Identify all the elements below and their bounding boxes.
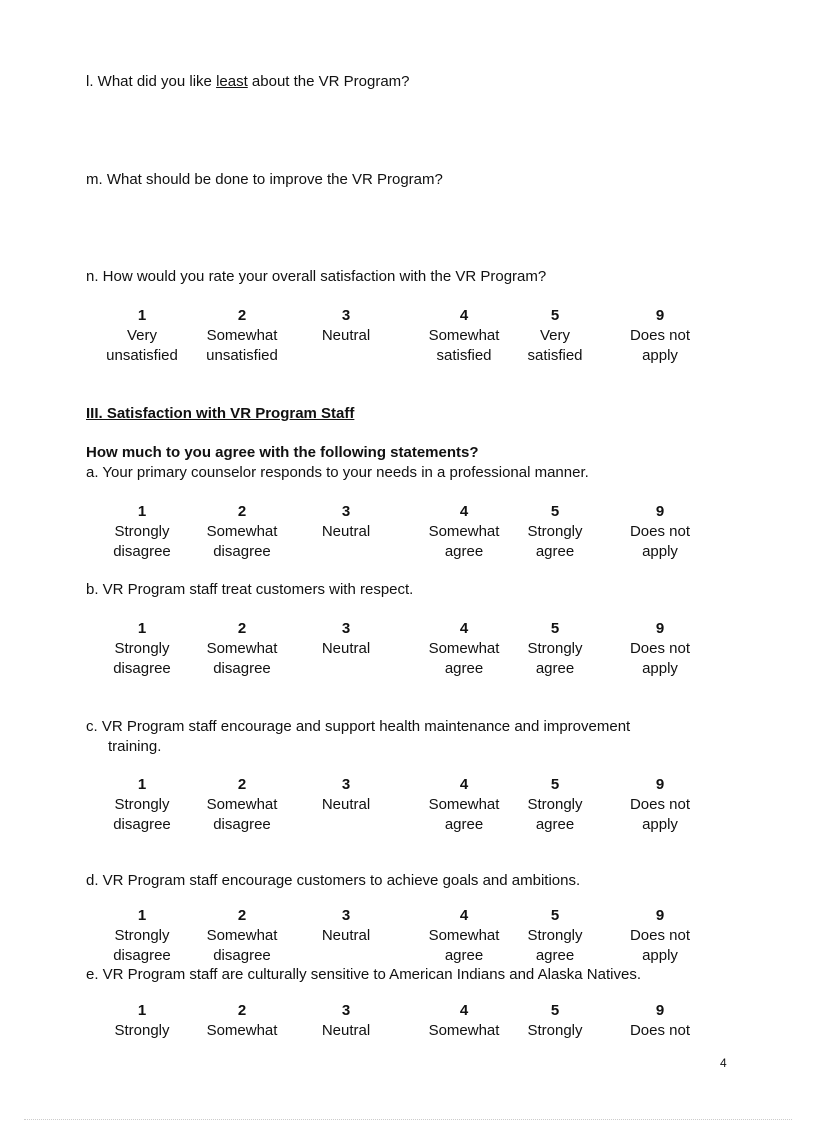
scale-number: 3 bbox=[341, 776, 351, 793]
agree-scale-b-option-9 bbox=[605, 619, 715, 679]
page-number: 4 bbox=[720, 1056, 727, 1070]
scale-label-line1: Strongly bbox=[114, 523, 170, 540]
scale-number: 2 bbox=[237, 307, 247, 324]
scale-label-line1: Somewhat bbox=[206, 796, 278, 813]
scale-label-line2: satisfied bbox=[527, 347, 583, 364]
agree-scale-e-option-1 bbox=[87, 1001, 197, 1041]
statement-e: e. VR Program staff are culturally sensitive to American Indians and Alaska Natives. bbox=[86, 966, 641, 983]
agree-scale-c-option-3 bbox=[291, 775, 401, 815]
scale-label-line1: Strongly bbox=[114, 640, 170, 657]
scale-number: 1 bbox=[137, 1002, 147, 1019]
scale-label-line1: Somewhat bbox=[206, 327, 278, 344]
scale-number: 1 bbox=[137, 620, 147, 637]
scale-label-line2: agree bbox=[535, 947, 575, 964]
agree-scale-d-option-9 bbox=[605, 906, 715, 966]
scale-number: 3 bbox=[341, 1002, 351, 1019]
statement-c-line1: c. VR Program staff encourage and support health maintenance and improvement bbox=[86, 718, 631, 735]
scale-label-line2: disagree bbox=[213, 947, 271, 964]
scale-number: 1 bbox=[137, 503, 147, 520]
satisfaction-scale-option-5 bbox=[500, 306, 610, 366]
scale-label-line1: Strongly bbox=[527, 1022, 583, 1039]
scale-label-line1: Somewhat bbox=[428, 640, 500, 657]
question-l-suffix: about the VR Program? bbox=[247, 73, 410, 90]
scale-label-line1: Strongly bbox=[114, 796, 170, 813]
scale-number: 3 bbox=[341, 503, 351, 520]
scale-label-line2: agree bbox=[535, 816, 575, 833]
satisfaction-scale-option-2 bbox=[187, 306, 297, 366]
scale-number: 9 bbox=[655, 620, 665, 637]
scale-label-line1: Very bbox=[539, 327, 570, 344]
scale-label-line1: Does not bbox=[629, 1022, 691, 1039]
agree-scale-e-option-9 bbox=[605, 1001, 715, 1041]
question-n: n. How would you rate your overall satisfaction with the VR Program? bbox=[86, 268, 547, 285]
scale-label-line1: Somewhat bbox=[428, 927, 500, 944]
scale-label-line2: agree bbox=[535, 543, 575, 560]
question-l-prefix: l. What did you like bbox=[86, 73, 217, 90]
scale-number: 4 bbox=[459, 307, 469, 324]
scale-label-line1: Somewhat bbox=[428, 1022, 500, 1039]
scale-number: 4 bbox=[459, 503, 469, 520]
scale-number: 5 bbox=[550, 776, 560, 793]
agree-scale-a-option-9 bbox=[605, 502, 715, 562]
agree-scale-d-option-3 bbox=[291, 906, 401, 946]
agree-scale-b-option-5 bbox=[500, 619, 610, 679]
scale-number: 5 bbox=[550, 307, 560, 324]
agree-scale-e-option-5 bbox=[500, 1001, 610, 1041]
scale-label-line1: Does not bbox=[629, 640, 691, 657]
scale-label-line2: agree bbox=[444, 543, 484, 560]
scale-number: 5 bbox=[550, 1002, 560, 1019]
scale-number: 2 bbox=[237, 1002, 247, 1019]
scale-label-line1: Does not bbox=[629, 796, 691, 813]
scale-label-line2: disagree bbox=[113, 947, 171, 964]
scale-number: 4 bbox=[459, 620, 469, 637]
satisfaction-scale-option-1 bbox=[87, 306, 197, 366]
agree-scale-c-option-5 bbox=[500, 775, 610, 835]
scale-label-line2: disagree bbox=[213, 543, 271, 560]
scale-label-line2: apply bbox=[642, 816, 678, 833]
agree-scale-a-option-1 bbox=[87, 502, 197, 562]
agree-scale-c-option-2 bbox=[187, 775, 297, 835]
scale-label-line1: Somewhat bbox=[206, 1022, 278, 1039]
agree-scale-b-option-2 bbox=[187, 619, 297, 679]
scale-number: 2 bbox=[237, 503, 247, 520]
agree-scale-e-option-2 bbox=[187, 1001, 297, 1041]
satisfaction-scale-option-3 bbox=[291, 306, 401, 346]
agree-scale-d-option-1 bbox=[87, 906, 197, 966]
scale-label-line1: Somewhat bbox=[428, 523, 500, 540]
scale-label-line2: agree bbox=[535, 660, 575, 677]
scale-label-line1: Does not bbox=[629, 523, 691, 540]
scale-number: 1 bbox=[137, 776, 147, 793]
page-bottom-rule bbox=[24, 1119, 792, 1120]
agree-scale-d-option-5 bbox=[500, 906, 610, 966]
agree-scale-b-option-3 bbox=[291, 619, 401, 659]
statement-b: b. VR Program staff treat customers with respect. bbox=[86, 581, 414, 598]
scale-label-line1: Strongly bbox=[527, 927, 583, 944]
scale-label-line1: Very bbox=[126, 327, 157, 344]
scale-number: 3 bbox=[341, 620, 351, 637]
scale-label-line1: Neutral bbox=[321, 523, 371, 540]
section-heading: III. Satisfaction with VR Program Staff bbox=[86, 405, 355, 422]
statement-a: a. Your primary counselor responds to your needs in a professional manner. bbox=[86, 464, 589, 481]
scale-number: 9 bbox=[655, 307, 665, 324]
satisfaction-scale-option-9 bbox=[605, 306, 715, 366]
scale-label-line2: apply bbox=[642, 347, 678, 364]
agree-prompt: How much to you agree with the following statements? bbox=[86, 444, 479, 461]
scale-label-line2: disagree bbox=[113, 816, 171, 833]
agree-scale-e-option-3 bbox=[291, 1001, 401, 1041]
scale-label-line1: Strongly bbox=[527, 640, 583, 657]
scale-number: 9 bbox=[655, 776, 665, 793]
agree-scale-a-option-3 bbox=[291, 502, 401, 542]
agree-scale-b-option-1 bbox=[87, 619, 197, 679]
scale-label-line1: Neutral bbox=[321, 1022, 371, 1039]
scale-number: 9 bbox=[655, 907, 665, 924]
scale-label-line2: disagree bbox=[213, 660, 271, 677]
scale-number: 1 bbox=[137, 907, 147, 924]
scale-number: 3 bbox=[341, 907, 351, 924]
scale-label-line1: Strongly bbox=[114, 1022, 170, 1039]
scale-label-line2: apply bbox=[642, 660, 678, 677]
scale-number: 3 bbox=[341, 307, 351, 324]
scale-label-line1: Strongly bbox=[527, 796, 583, 813]
scale-number: 4 bbox=[459, 776, 469, 793]
statement-c bbox=[86, 717, 630, 757]
scale-label-line2: disagree bbox=[213, 816, 271, 833]
scale-label-line2: agree bbox=[444, 816, 484, 833]
question-l bbox=[86, 72, 410, 92]
scale-label-line1: Neutral bbox=[321, 327, 371, 344]
question-l-emphasis: least bbox=[216, 73, 248, 90]
scale-label-line1: Neutral bbox=[321, 640, 371, 657]
scale-label-line1: Does not bbox=[629, 327, 691, 344]
scale-label-line2: agree bbox=[444, 947, 484, 964]
scale-number: 4 bbox=[459, 907, 469, 924]
scale-label-line2: unsatisfied bbox=[206, 347, 278, 364]
scale-label-line2: apply bbox=[642, 543, 678, 560]
scale-label-line1: Somewhat bbox=[206, 523, 278, 540]
scale-number: 9 bbox=[655, 503, 665, 520]
scale-label-line2: disagree bbox=[113, 543, 171, 560]
scale-label-line1: Does not bbox=[629, 927, 691, 944]
scale-number: 9 bbox=[655, 1002, 665, 1019]
scale-number: 5 bbox=[550, 907, 560, 924]
scale-label-line1: Somewhat bbox=[428, 796, 500, 813]
scale-label-line1: Strongly bbox=[527, 523, 583, 540]
scale-number: 2 bbox=[237, 776, 247, 793]
scale-label-line2: agree bbox=[444, 660, 484, 677]
agree-scale-a-option-2 bbox=[187, 502, 297, 562]
scale-label-line1: Somewhat bbox=[206, 927, 278, 944]
scale-number: 2 bbox=[237, 907, 247, 924]
scale-number: 1 bbox=[137, 307, 147, 324]
statement-c-line2: training. bbox=[108, 738, 162, 755]
agree-scale-c-option-9 bbox=[605, 775, 715, 835]
agree-scale-a-option-5 bbox=[500, 502, 610, 562]
agree-scale-d-option-2 bbox=[187, 906, 297, 966]
scale-number: 4 bbox=[459, 1002, 469, 1019]
scale-number: 5 bbox=[550, 620, 560, 637]
scale-label-line2: disagree bbox=[113, 660, 171, 677]
scale-label-line2: satisfied bbox=[436, 347, 492, 364]
scale-label-line2: unsatisfied bbox=[106, 347, 178, 364]
question-m: m. What should be done to improve the VR Program? bbox=[86, 171, 443, 188]
scale-label-line1: Neutral bbox=[321, 927, 371, 944]
scale-number: 2 bbox=[237, 620, 247, 637]
scale-label-line1: Somewhat bbox=[428, 327, 500, 344]
scale-label-line1: Strongly bbox=[114, 927, 170, 944]
scale-label-line1: Neutral bbox=[321, 796, 371, 813]
agree-scale-c-option-1 bbox=[87, 775, 197, 835]
scale-label-line2: apply bbox=[642, 947, 678, 964]
statement-d: d. VR Program staff encourage customers to achieve goals and ambitions. bbox=[86, 872, 581, 889]
scale-number: 5 bbox=[550, 503, 560, 520]
scale-label-line1: Somewhat bbox=[206, 640, 278, 657]
